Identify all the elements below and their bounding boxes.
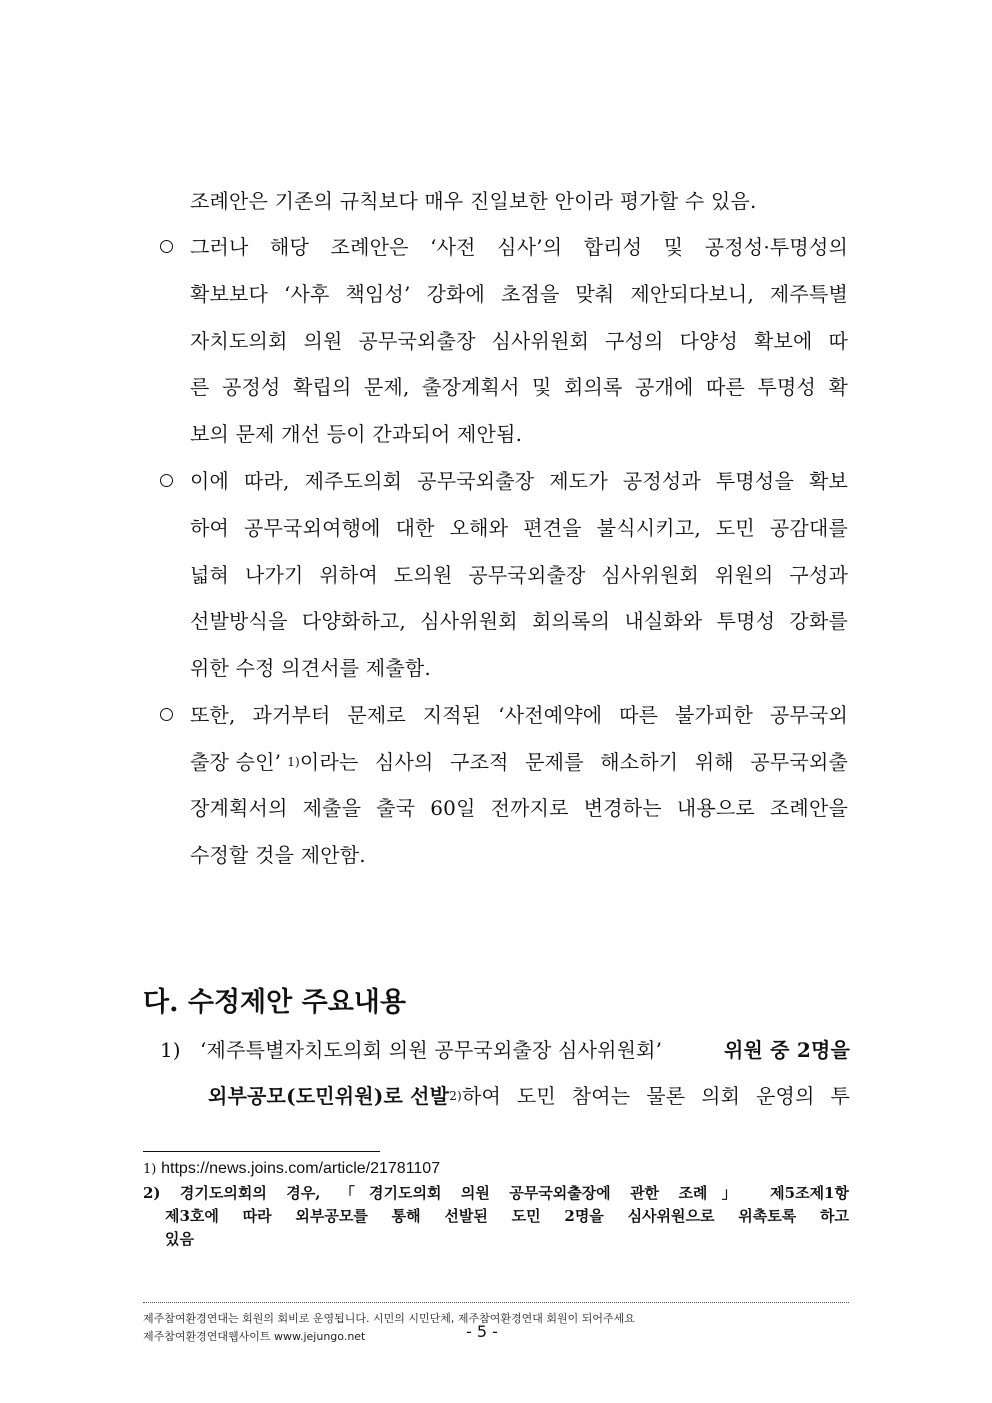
- page-number: - 5 -: [466, 1322, 498, 1341]
- paragraph-line: 른 공정성 확립의 문제, 출장계획서 및 회의록 공개에 따른 투명성 확: [190, 375, 848, 399]
- paragraph-line: 보의 문제 개선 등이 간과되어 제안됨.: [190, 422, 523, 446]
- footer-website: 제주참여환경연대웹사이트 www.jejungo.net: [143, 1330, 366, 1343]
- item-line-with-footnote: [208, 1082, 850, 1110]
- text-segment: 이라는 심사의 구조적 문제를 해소하기 위해 공무국외출: [299, 750, 848, 774]
- footnote-link[interactable]: https://news.joins.com/article/21781107: [161, 1160, 441, 1177]
- paragraph-line-with-footnote: [190, 748, 848, 776]
- paragraph-line: 하여 공무국외여행에 대한 오해와 편견을 불식시키고, 도민 공감대를: [190, 516, 848, 540]
- footnote-ref-2[interactable]: 2): [449, 1089, 462, 1103]
- paragraph-line: 이에 따라, 제주도의회 공무국외출장 제도가 공정성과 투명성을 확보: [190, 469, 848, 493]
- item-line: [200, 1036, 850, 1064]
- footnote-2-line: 2) 경기도의회의 경우, 「경기도의회 의원 공무국외출장에 관한 조례」 제5조제1항: [143, 1184, 849, 1202]
- paragraph-line: 선발방식을 다양화하고, 심사위원회 회의록의 내실화와 투명성 강화를: [190, 609, 848, 633]
- footer-slogan: 제주참여환경연대는 회원의 회비로 운영됩니다. 시민의 시민단체, 제주참여환경연대 회원이 되어주세요: [143, 1312, 635, 1325]
- footnote-ref-1[interactable]: 1): [287, 755, 300, 769]
- text-segment: 출장 승인’: [190, 750, 282, 774]
- footnote-2-line: 제3호에 따라 외부공모를 통해 선발된 도민 2명을 심사위원으로 위촉토록 하고: [165, 1207, 849, 1225]
- item-number: 1): [160, 1038, 181, 1062]
- bold-segment: 위원 중 2명을: [723, 1038, 850, 1062]
- text-segment: ‘제주특별자치도의회 의원 공무국외출장 심사위원회’: [200, 1038, 663, 1062]
- footnote-number: 1): [143, 1162, 157, 1177]
- bold-segment: 외부공모(도민위원)로 선발: [208, 1084, 450, 1108]
- footer-divider: [143, 1302, 849, 1303]
- paragraph-line: 그러나 해당 조례안은 ‘사전 심사’의 합리성 및 공정성·투명성의: [190, 235, 848, 259]
- text-segment: 하여 도민 참여는 물론 의회 운영의 투: [461, 1084, 850, 1108]
- footnote-divider: [143, 1151, 380, 1152]
- paragraph-line: 확보보다 ‘사후 책임성’ 강화에 초점을 맞춰 제안되다보니, 제주특별: [190, 282, 848, 306]
- paragraph-line: 자치도의회 의원 공무국외출장 심사위원회 구성의 다양성 확보에 따: [190, 329, 848, 353]
- paragraph-line: 넓혀 나가기 위하여 도의원 공무국외출장 심사위원회 위원의 구성과: [190, 563, 848, 587]
- paragraph-line: 수정할 것을 제안함.: [190, 843, 366, 867]
- paragraph-line: 조례안은 기존의 규칙보다 매우 진일보한 안이라 평가할 수 있음.: [190, 189, 757, 213]
- circle-bullet-icon: [160, 474, 173, 487]
- footnote-2-line: 있음: [165, 1230, 194, 1248]
- section-heading: 다. 수정제안 주요내용: [143, 987, 406, 1018]
- circle-bullet-icon: [160, 708, 173, 721]
- paragraph-line: 위한 수정 의견서를 제출함.: [190, 656, 431, 680]
- paragraph-line: 장계획서의 제출을 출국 60일 전까지로 변경하는 내용으로 조례안을: [190, 796, 848, 820]
- footnote-1: [143, 1158, 440, 1180]
- paragraph-line: 또한, 과거부터 문제로 지적된 ‘사전예약에 따른 불가피한 공무국외: [190, 703, 848, 727]
- circle-bullet-icon: [160, 240, 173, 253]
